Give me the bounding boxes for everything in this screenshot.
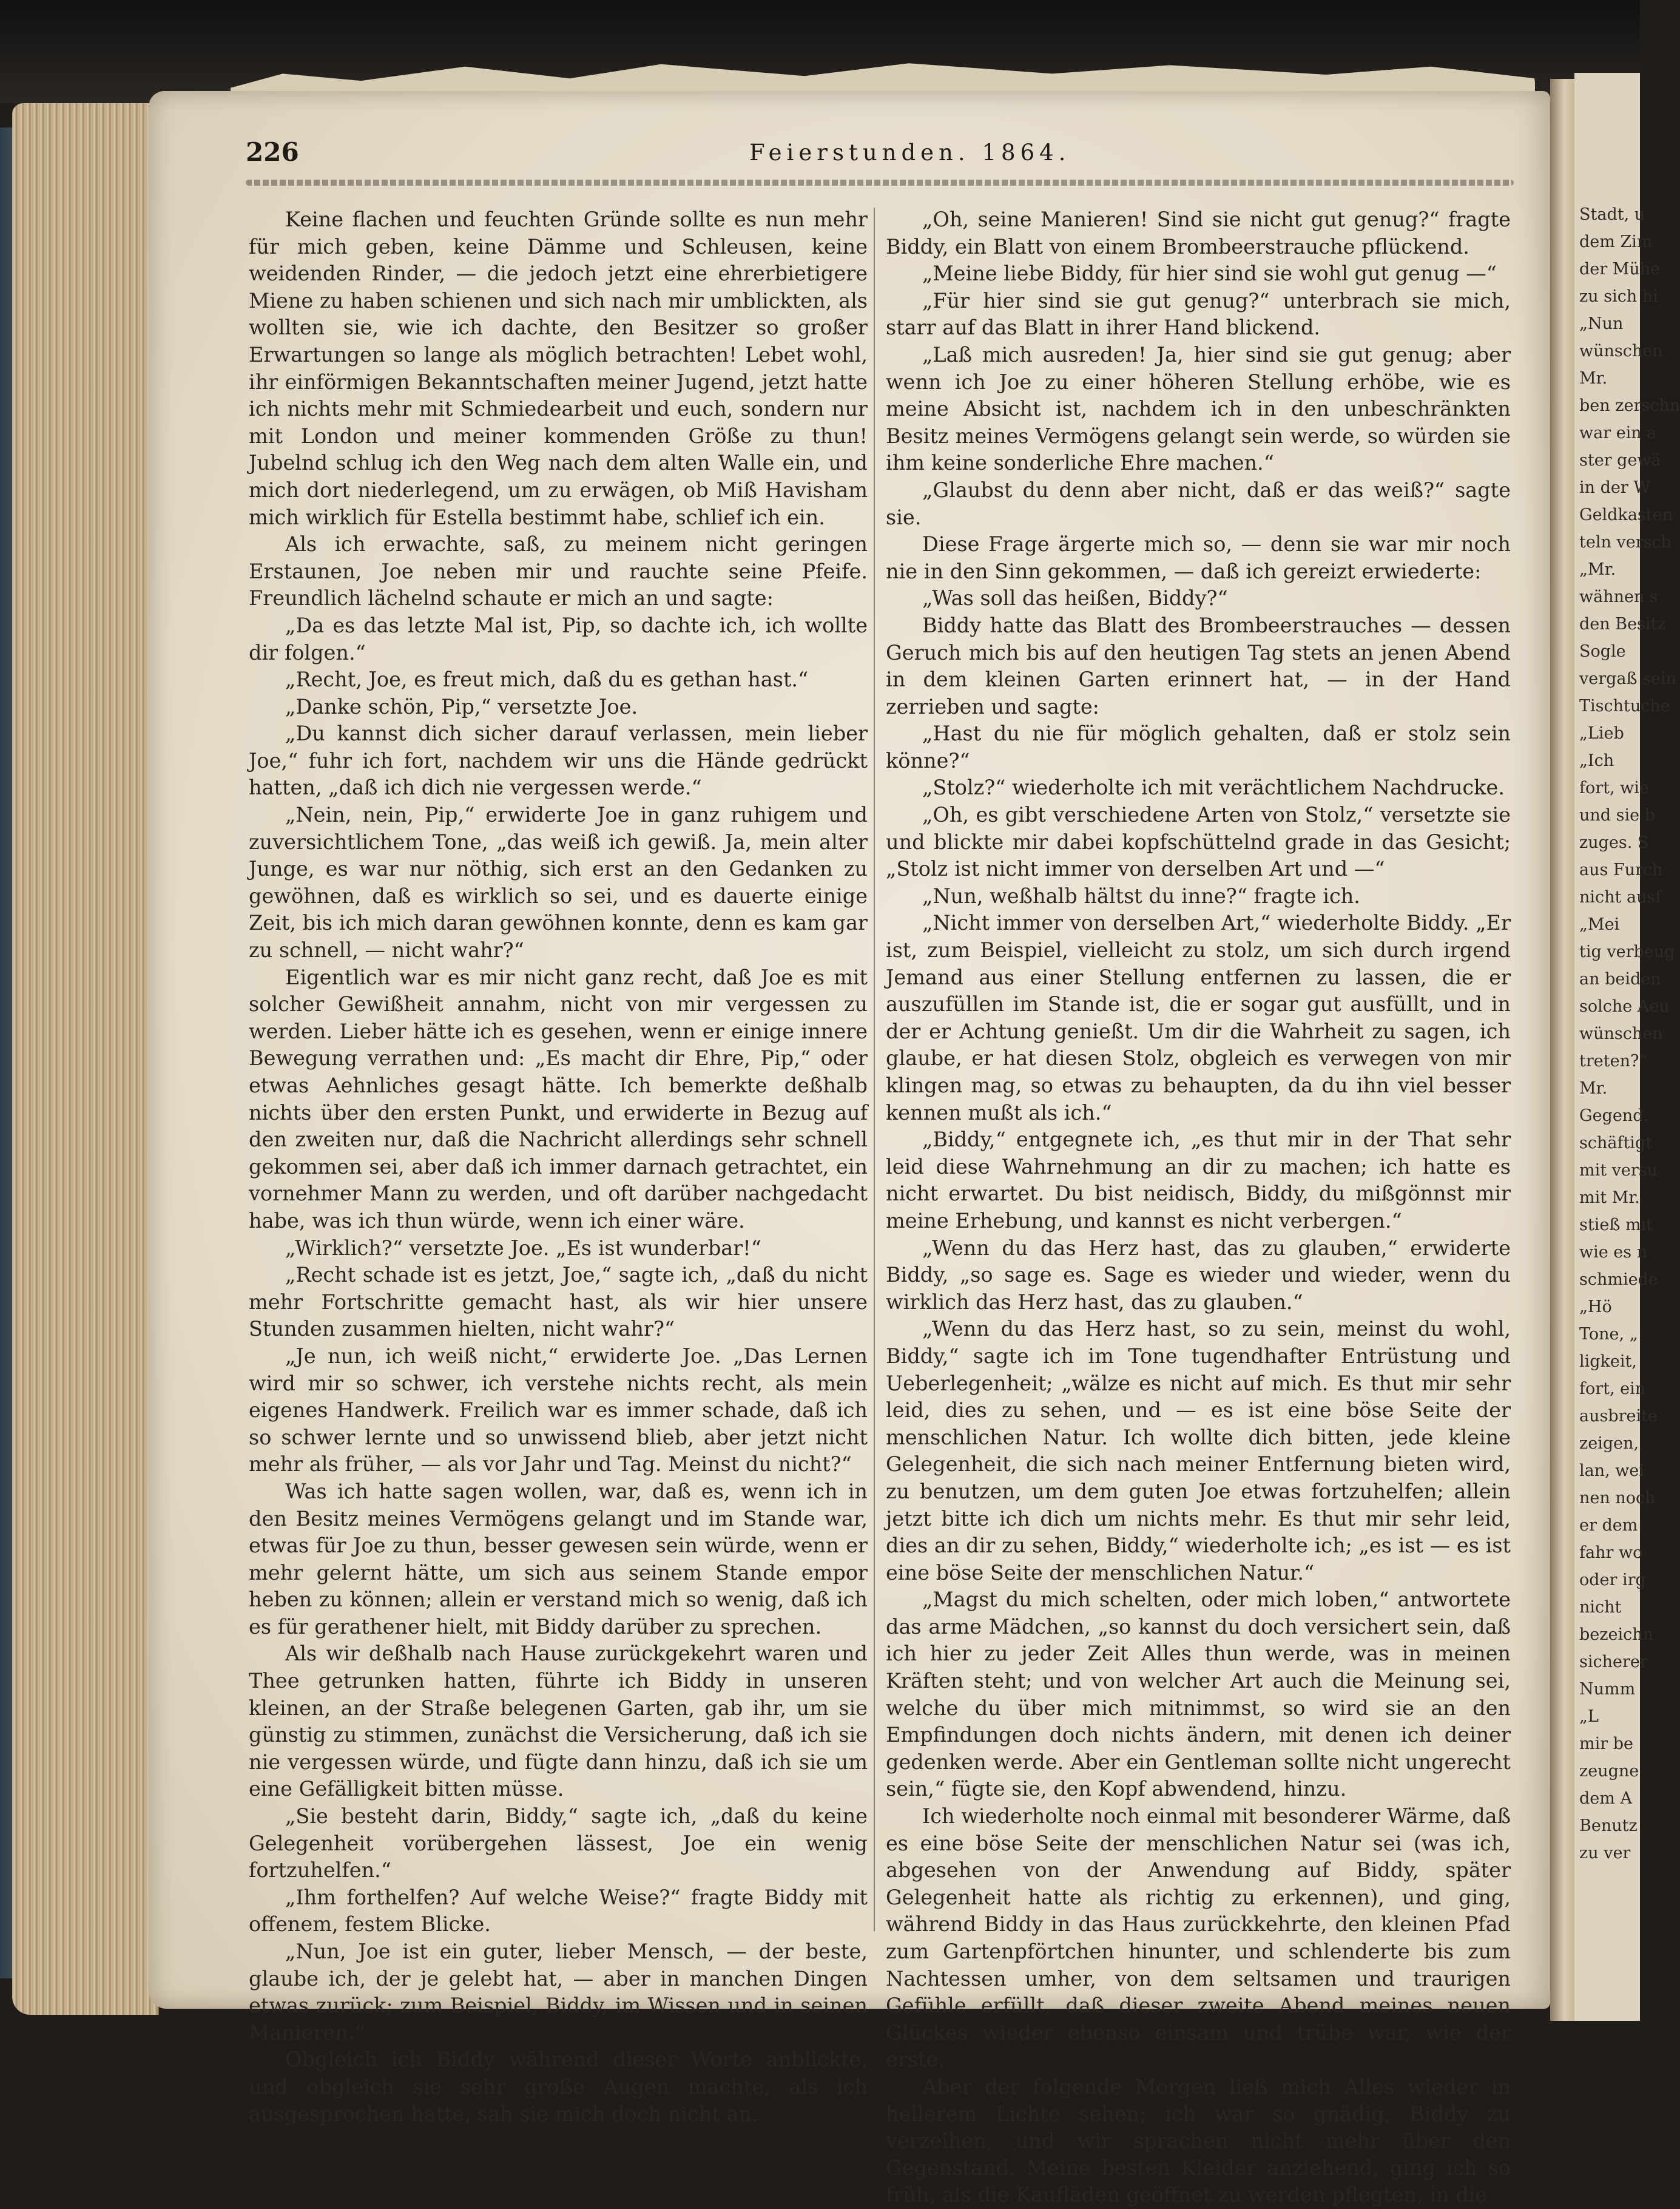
paragraph: „Oh, seine Manieren! Sind sie nicht gut genug?“ fragte Biddy, ein Blatt von einem Brombeerstrauche pflückend.	[886, 208, 1511, 259]
running-title: Feierstunden. 1864.	[749, 140, 1071, 166]
facing-page-text-fragment: dem Zim	[1579, 232, 1653, 251]
facing-page-text-fragment: ben zerschn	[1579, 396, 1680, 415]
facing-page-text-fragment: zuges. S	[1579, 833, 1649, 852]
facing-page-text-fragment: stieß mit	[1579, 1216, 1653, 1234]
paragraph: „Oh, es gibt verschiedene Arten von Stolz,“ versetzte sie und blickte mir dabei kopfschüttelnd grade in das Gesicht; „Stolz ist nicht immer von derselben Art und —“	[886, 803, 1511, 881]
facing-page-text-fragment: schmiede	[1579, 1270, 1658, 1289]
paragraph: „Nun, Joe ist ein guter, lieber Mensch, — der beste, glaube ich, der je gelebt hat, — aber in manchen Dingen etwas zurück; zum Beispiel, Biddy, im Wissen und in seinen Manieren.“	[249, 1940, 868, 2045]
facing-page-text-fragment: bezeichn	[1579, 1625, 1654, 1644]
paragraph: „Ihm forthelfen? Auf welche Weise?“ fragte Biddy mit offenem, festem Blicke.	[249, 1885, 868, 1937]
paragraph: Keine flachen und feuchten Gründe sollte es nun mehr für mich geben, keine Dämme und Schleusen, keine weidenden Rinder, — die jedoch jetzt eine ehrerbietigere Miene zu haben schienen und sich nach mir umblickten, als wollten sie, wie ich dachte, den Besitzer so großer Erwartungen so lange als möglich betrachten! Lebet wohl, ihr einförmigen Bekanntschaften meiner Jugend, jetzt hatte ich nichts mehr mit Schmiedearbeit und euch, sondern nur mit London und meiner kommenden Größe zu thun! Jubelnd schlug ich den Weg nach dem alten Walle ein, und mich dort niederlegend, um zu erwägen, ob Miß Havisham mich wirklich für Estella bestimmt habe, schlief ich ein.	[249, 208, 868, 529]
facing-page-text-fragment: nicht	[1579, 1598, 1622, 1617]
paragraph: „Recht, Joe, es freut mich, daß du es gethan hast.“	[285, 668, 809, 692]
facing-page-text-fragment: zeugne	[1579, 1762, 1639, 1781]
paragraph: „Laß mich ausreden! Ja, hier sind sie gut genug; aber wenn ich Joe zu einer höheren Stellung erhöbe, wie es meine Absicht ist, nachdem ich in den unbeschränkten Besitz meines Vermögens gelangt sein werde, so würden sie ihm keine sonderliche Ehre machen.“	[886, 342, 1511, 475]
paragraph: „Wirklich?“ versetzte Joe. „Es ist wunderbar!“	[285, 1236, 761, 1260]
facing-page-text-fragment: teln versch	[1579, 533, 1672, 552]
facing-page-text-fragment: Geldkasten	[1579, 506, 1673, 524]
facing-page-text-fragment: mir be	[1579, 1734, 1633, 1753]
facing-page-fragment	[1574, 73, 1680, 2021]
paragraph: „Für hier sind sie gut genug?“ unterbrach sie mich, starr auf das Blatt in ihrer Hand blickend.	[886, 288, 1511, 340]
paragraph: „Was soll das heißen, Biddy?“	[922, 586, 1228, 611]
facing-page-text-fragment: oder irg	[1579, 1571, 1646, 1589]
facing-page-text-fragment: Tischtuche	[1579, 697, 1670, 715]
facing-page-text-fragment: ligkeit,	[1579, 1352, 1637, 1371]
facing-page-text-fragment: fort, ein	[1579, 1379, 1646, 1398]
right-text-column	[886, 206, 1511, 2209]
facing-page-text-fragment: Mr.	[1579, 1079, 1608, 1098]
paragraph: Was ich hatte sagen wollen, war, daß es, wenn ich in den Besitz meines Vermögens gelangt und im Stande war, etwas für Joe zu thun, besser gewesen sein würde, wenn er mehr gelernt hätte, um sich aus seinem Stande empor heben zu können; allein er verstand mich so wenig, daß ich es für gerathener hielt, mit Biddy darüber zu sprechen.	[249, 1479, 868, 1639]
facing-page-text-fragment: Numm	[1579, 1680, 1636, 1699]
facing-page-text-fragment: zu ver	[1579, 1844, 1631, 1862]
page-number: 226	[246, 137, 299, 167]
page-header	[246, 137, 1514, 174]
paragraph: „Hast du nie für möglich gehalten, daß er stolz sein könne?“	[886, 722, 1511, 773]
paragraph: „Nicht immer von derselben Art,“ wiederholte Biddy. „Er ist, zum Beispiel, vielleicht zu stolz, um sich durch irgend Jemand aus einer Stellung entfernen zu lassen, die er auszufüllen im Stande ist, die er sogar gut ausfüllt, und in der er Achtung genießt. Um dir die Wahrheit zu sagen, ich glaube, er hat diesen Stolz, obgleich es verwegen von mir klingen mag, so etwas zu behaupten, da du ihn viel besser kennen mußt als ich.“	[886, 911, 1511, 1125]
facing-page-text-fragment: wünschen	[1579, 342, 1663, 360]
facing-page-text-fragment: mit Mr.	[1579, 1188, 1640, 1207]
facing-page-text-fragment: dem A	[1579, 1789, 1632, 1808]
paragraph: „Wenn du das Herz hast, das zu glauben,“ erwiderte Biddy, „so sage es. Sage es wieder und wieder, wenn du wirklich das Herz hast, das zu glauben.“	[886, 1236, 1511, 1314]
paragraph: Als wir deßhalb nach Hause zurückgekehrt waren und Thee getrunken hatten, führte ich Biddy in unseren kleinen, an der Straße belegenen Garten, gab ihr, um sie günstig zu stimmen, zunächst die Versicherung, daß ich sie nie vergessen würde, und fügte dann hinzu, daß ich sie um eine Gefälligkeit bitten müsse.	[249, 1642, 868, 1801]
facing-page-text-fragment: aus Furch	[1579, 861, 1663, 879]
paragraph: Obgleich ich Biddy während dieser Worte anblickte, und obgleich sie sehr große Augen machte, als ich ausgesprochen hatte, sah sie mich doch nicht an.	[249, 2048, 868, 2126]
facing-page-text-fragment: „Mr.	[1579, 560, 1616, 579]
paragraph: „Du kannst dich sicher darauf verlassen, mein lieber Joe,“ fuhr ich fort, nachdem wir uns die Hände gedrückt hatten, „daß ich dich nie vergessen werde.“	[249, 722, 868, 800]
facing-page-text-fragment: wie es n	[1579, 1243, 1648, 1262]
facing-page-text-fragment: „Lieb	[1579, 724, 1624, 743]
paragraph: „Meine liebe Biddy, für hier sind sie wohl gut genug —“	[922, 262, 1497, 286]
facing-page-text-fragment: Sogle	[1579, 642, 1626, 661]
facing-page-text-fragment: tig verbeug	[1579, 942, 1675, 961]
facing-page-text-fragment: sicherer	[1579, 1653, 1648, 1671]
paragraph: Diese Frage ärgerte mich so, — denn sie war mir noch nie in den Sinn gekommen, — daß ich gereizt erwiederte:	[886, 532, 1511, 583]
facing-page-text-fragment: „Ich	[1579, 751, 1614, 770]
facing-page-text-fragment: wähnen s	[1579, 587, 1658, 606]
facing-page-text-fragment: „Mei	[1579, 915, 1620, 934]
paragraph: „Sie besteht darin, Biddy,“ sagte ich, „daß du keine Gelegenheit vorübergehen lässest, Joe ein wenig fortzuhelfen.“	[249, 1804, 868, 1883]
facing-page-text-fragment: war ein a	[1579, 424, 1657, 442]
paragraph: „Nun, weßhalb hältst du inne?“ fragte ich.	[922, 884, 1360, 908]
facing-page-text-fragment: zu sich hi	[1579, 287, 1658, 306]
paragraph: „Da es das letzte Mal ist, Pip, so dachte ich, ich wollte dir folgen.“	[249, 613, 868, 665]
page-stack-edge	[12, 103, 159, 2015]
facing-page-text-fragment: fort, wie	[1579, 779, 1649, 797]
facing-page-text-fragment: ausbreite	[1579, 1407, 1658, 1426]
facing-page-text-fragment: treten?“	[1579, 1052, 1648, 1071]
facing-page-text-fragment: Gegend.	[1579, 1106, 1649, 1125]
paragraph: Ich wiederholte noch einmal mit besonderer Wärme, daß es eine böse Seite der menschlichen Natur sei (was ich, abgesehen von der Anwendung auf Biddy, später Gelegenheit hatte als richtig zu erkennen), und ging, während Biddy in das Haus zurückkehrte, den kleinen Pfad zum Gartenpförtchen hinunter, und schlenderte bis zum Nachtessen umher, von dem seltsamen und traurigen Gefühle erfüllt, daß dieser zweite Abend meines neuen Glückes wieder ebenso einsam und trübe war, wie der erste.	[886, 1804, 1511, 2072]
paragraph: Als ich erwachte, saß, zu meinem nicht geringen Erstaunen, Joe neben mir und rauchte seine Pfeife. Freundlich lächelnd schaute er mich an und sagte:	[249, 532, 868, 611]
facing-page-text-fragment: Benutz	[1579, 1816, 1638, 1835]
facing-page-text-fragment: „Hö	[1579, 1297, 1612, 1316]
paragraph: „Danke schön, Pip,“ versetzte Joe.	[285, 694, 638, 719]
facing-page-text-fragment: den Besitz	[1579, 615, 1666, 634]
facing-page-text-fragment: fahr wo	[1579, 1543, 1643, 1562]
left-text-column	[249, 206, 868, 2128]
facing-page-text-fragment: an beiden	[1579, 970, 1661, 989]
paragraph: „Biddy,“ entgegnete ich, „es thut mir in der That sehr leid diese Wahrnehmung an dir zu machen; ich hatte es nicht erwartet. Du bist neidisch, Biddy, du mißgönnst mir meine Erhebung, und kannst es nicht verbergen.“	[886, 1128, 1511, 1233]
facing-page-text-fragment: er dem	[1579, 1516, 1638, 1535]
facing-page-text-fragment: Stadt, u	[1579, 205, 1645, 224]
facing-page-text-fragment: solche Aeu	[1579, 997, 1670, 1016]
facing-page-text-fragment: nicht ausf	[1579, 888, 1662, 907]
paragraph: Eigentlich war es mir nicht ganz recht, daß Joe es mit solcher Gewißheit annahm, nicht von mir vergessen zu werden. Lieber hätte ich es gesehen, wenn er einige innere Bewegung verrathen und: „Es macht dir Ehre, Pip,“ oder etwas Aehnliches gesagt hätte. Ich bemerkte deßhalb nichts über den ersten Punkt, und erwiderte in Bezug auf den zweiten nur, daß die Nachricht allerdings sehr schnell gekommen sei, aber daß ich immer darnach getrachtet, ein vornehmer Mann zu werden, und oft darüber nachgedacht habe, was ich thun würde, wenn ich einer wäre.	[249, 965, 868, 1233]
paragraph: „Je nun, ich weiß nicht,“ erwiderte Joe. „Das Lernen wird mir so schwer, ich verstehe nichts recht, als mein eigenes Handwerk. Freilich war es immer schade, daß ich so schwer lernte und so unwissend blieb, aber jetzt nicht mehr als früher, — als vor Jahr und Tag. Meinst du nicht?“	[249, 1344, 868, 1477]
paragraph: „Wenn du das Herz hast, so zu sein, meinst du wohl, Biddy,“ sagte ich im Tone tugendhafter Entrüstung und Ueberlegenheit; „wälze es nicht auf mich. Es thut mir sehr leid, dies zu sehen, und — es ist eine böse Seite der menschlichen Natur. Ich wollte dich bitten, jede kleine Gelegenheit, die sich nach meiner Entfernung bieten wird, zu benutzen, um dem guten Joe etwas fortzuhelfen; allein jetzt bitte ich dich um nichts mehr. Es thut mir sehr leid, dies an dir zu sehen, Biddy,“ wiederholte ich; „es ist — es ist eine böse Seite der menschlichen Natur.“	[886, 1317, 1511, 1585]
paragraph: Aber der folgende Morgen ließ mich Alles wieder in hellerem Lichte sehen; ich war so gnädig, Biddy zu verzeihen, und wir sprachen nicht mehr über den Gegenstand. Meine besten Kleider anziehend, ging ich so früh, als die Kaufläden geöffnet zu werden pflegten, in die	[886, 2074, 1511, 2207]
paragraph: „Recht schade ist es jetzt, Joe,“ sagte ich, „daß du nicht mehr Fortschritte gemacht hast, als wir hier unsere Stunden zusammen hielten, nicht wahr?“	[249, 1263, 868, 1341]
facing-page-text-fragment: zeigen,	[1579, 1434, 1639, 1453]
paragraph: „Glaubst du denn aber nicht, daß er das weiß?“ sagte sie.	[886, 478, 1511, 529]
facing-page-text-fragment: wünschen	[1579, 1024, 1663, 1043]
paragraph: „Magst du mich schelten, oder mich loben,“ antwortete das arme Mädchen, „so kannst du doch versichert sein, daß ich hier zu jeder Zeit Alles thun werde, was in meinen Kräften steht; und von welcher Art auch die Meinung sei, welche du über mich mitnimmst, so wird sie an den Empfindungen doch nichts ändern, mit denen ich deiner gedenken werde. Aber ein Gentleman sollte nicht ungerecht sein,“ fügte sie, den Kopf abwendend, hinzu.	[886, 1588, 1511, 1801]
facing-page-text-fragment: Mr.	[1579, 369, 1608, 388]
facing-page-text-fragment: ster gewä	[1579, 451, 1661, 470]
column-divider	[874, 208, 875, 1931]
facing-page-text-fragment: Tone, „	[1579, 1325, 1638, 1344]
facing-page-text-fragment: „L	[1579, 1707, 1599, 1726]
facing-page-text-fragment: schäftigt	[1579, 1134, 1653, 1152]
facing-page-text-fragment: in der W	[1579, 478, 1651, 497]
facing-page-text-fragment: lan, wei	[1579, 1461, 1645, 1480]
facing-page-text-fragment: vergaß sein	[1579, 669, 1676, 688]
facing-page-text-fragment: nen noch	[1579, 1489, 1656, 1507]
header-wavy-rule	[246, 180, 1514, 186]
paragraph: Biddy hatte das Blatt des Brombeerstrauches — dessen Geruch mich bis auf den heutigen Tag stets an jenen Abend in dem kleinen Garten erinnert hat, — in der Hand zerrieben und sagte:	[886, 613, 1511, 719]
facing-page-text-fragment: und sie b	[1579, 806, 1655, 825]
paragraph: „Nein, nein, Pip,“ erwiderte Joe in ganz ruhigem und zuversichtlichem Tone, „das weiß ich gewiß. Ja, mein alter Junge, es war nur nöthig, sich erst an den Gedanken zu gewöhnen, daß es wirklich so sei, und es dauerte einige Zeit, bis ich mich daran gewöhnen konnte, denn es kam gar zu schnell, — nicht wahr?“	[249, 803, 868, 962]
facing-page-text-fragment: „Nun	[1579, 314, 1624, 333]
facing-page-text-fragment: mit versu	[1579, 1161, 1658, 1180]
facing-page-text-fragment: der Mühe	[1579, 260, 1661, 279]
paragraph: „Stolz?“ wiederholte ich mit verächtlichem Nachdrucke.	[922, 776, 1505, 800]
